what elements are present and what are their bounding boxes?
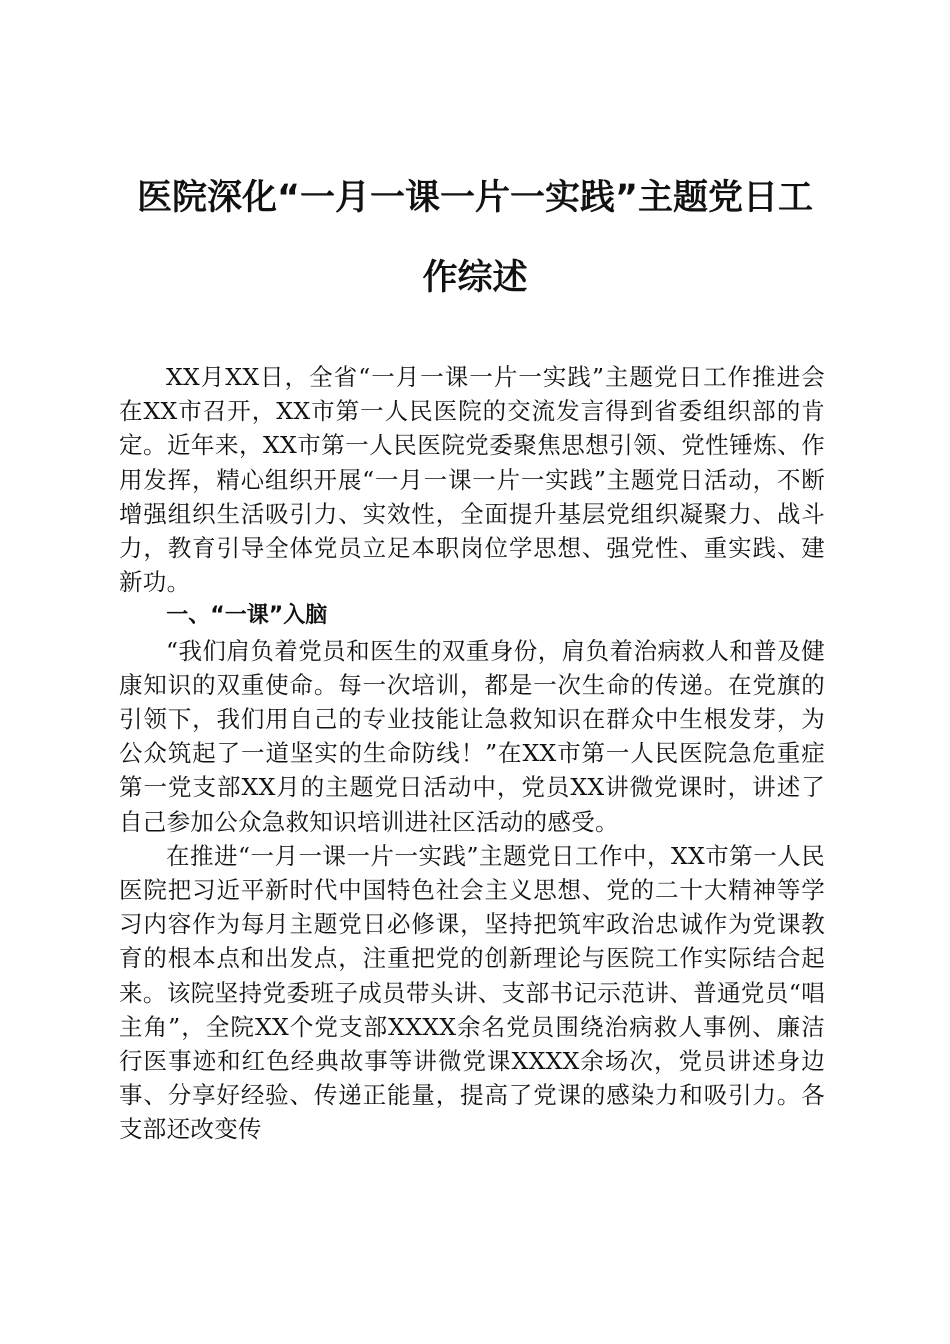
intro-paragraph: XX月XX日，全省“一月一课一片一实践”主题党日工作推进会在XX市召开，XX市第一人民医院的交流发言得到省委组织部的肯定。近年来，XX市第一人民医院党委聚焦思想引领、党性锤炼、作用发挥，精心组织开展“一月一课一片一实践”主题党日活动，不断增强组织生活吸引力、实效性，全面提升基层党组织凝聚力、战斗力，教育引导全体党员立足本职岗位学思想、强党性、重实践、建新功。 xyxy=(119,363,825,597)
document-body xyxy=(119,360,825,1147)
title-line-2: 作综述 xyxy=(422,258,528,298)
section-heading-1: 一、“一课”入脑 xyxy=(166,603,328,629)
title-line-1: 医院深化“一月一课一片一实践”主题党日工 xyxy=(136,178,813,218)
section1-paragraph-1: “我们肩负着党员和医生的双重身份，肩负着治病救人和普及健康知识的双重使命。每一次培训，都是一次生命的传递。在党旗的引领下，我们用自己的专业技能让急救知识在群众中生根发芽，为公众筑起了一道坚实的生命防线！”在XX市第一人民医院急危重症第一党支部XX月的主题党日活动中，党员XX讲微党课时，讲述了自己参加公众急救知识培训进社区活动的感受。 xyxy=(119,636,825,836)
section1-paragraph-2: 在推进“一月一课一片一实践”主题党日工作中，XX市第一人民医院把习近平新时代中国特色社会主义思想、党的二十大精神等学习内容作为每月主题党日必修课，坚持把筑牢政治忠诚作为党课教育的根本点和出发点，注重把党的创新理论与医院工作实际结合起来。该院坚持党委班子成员带头讲、支部书记示范讲、普通党员“唱主角”，全院XX个党支部XXXX余名党员围绕治病救人事例、廉洁行医事迹和红色经典故事等讲微党课XXXX余场次，党员讲述身边事、分享好经验、传递正能量，提高了党课的感染力和吸引力。各支部还改变传 xyxy=(119,841,825,1144)
document-title xyxy=(118,158,832,318)
